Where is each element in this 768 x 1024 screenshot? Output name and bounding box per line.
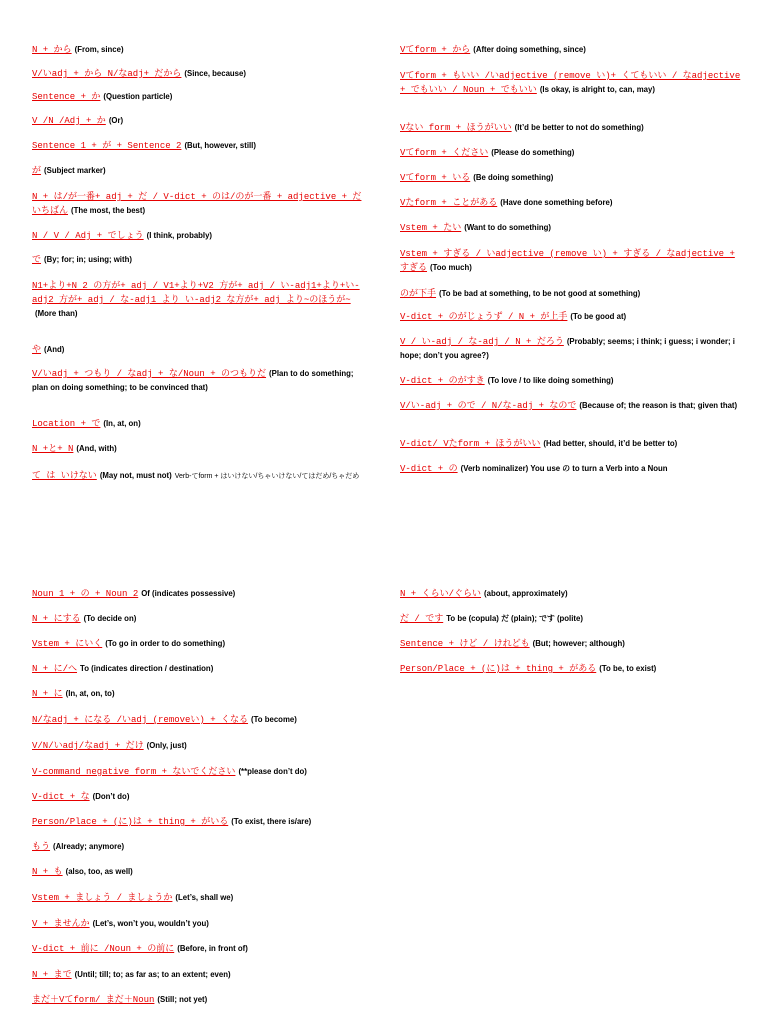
grammar-entry [32,865,370,879]
grammar-entry [32,164,370,178]
grammar-entry [32,942,370,956]
grammar-pattern: Sentence + か [32,92,101,102]
grammar-meaning: (Want to do something) [464,223,551,232]
grammar-pattern: V-dict/ Vたform + ほうがいい [400,439,541,449]
grammar-meaning: Of (indicates possessive) [141,589,236,598]
grammar-entry [400,374,746,388]
grammar-entry [32,114,370,128]
grammar-meaning: To be (copula) だ (plain); です (polite) [446,614,583,623]
grammar-pattern: V-dict + 前に /Noun + の前に [32,944,175,954]
grammar-meaning: (In, at, on, to) [65,689,115,698]
grammar-meaning: (To become) [251,715,297,724]
grammar-meaning: (More than) [35,309,78,318]
grammar-pattern: Vstem + すぎる / いadjective (remove い) + すぎる / なadjective + すぎる [400,249,735,273]
grammar-meaning: (Don’t do) [92,792,130,801]
grammar-pattern: Location + で [32,419,101,429]
grammar-pattern: Vてform + ください [400,148,489,158]
grammar-pattern: Vてform + いる [400,173,471,183]
grammar-entry [32,90,370,104]
grammar-meaning: (Since, because) [184,69,246,78]
grammar-pattern: N/なadj + になる /いadj (removeい) + くなる [32,715,249,725]
grammar-pattern: N + まで [32,970,72,980]
grammar-meaning: (May not, must not) [99,471,172,480]
grammar-entry [32,67,370,81]
grammar-meaning: (I think, probably) [146,231,213,240]
grammar-entry [400,247,746,275]
grammar-entry [400,69,746,97]
grammar-pattern: まだ＋Vてform/ まだ＋Noun [32,995,155,1005]
grammar-pattern: Sentence 1 + が + Sentence 2 [32,141,182,151]
grammar-pattern: で [32,255,42,265]
grammar-entry [32,840,370,854]
grammar-meaning: (After doing something, since) [473,45,586,54]
grammar-meaning: (Until; till; to; as far as; to an extent; even) [74,970,231,979]
grammar-entry [32,587,370,601]
grammar-meaning: (Question particle) [103,92,173,101]
grammar-entry [32,891,370,905]
grammar-meaning: (Because of; the reason is that; given that) [579,401,738,410]
grammar-meaning: (Plan to do something; plan on doing something; to be convinced that) [32,369,354,392]
grammar-pattern: Vてform + から [400,45,471,55]
grammar-meaning: (To exist, there is/are) [231,817,312,826]
grammar-meaning: (**please don’t do) [238,767,307,776]
grammar-pattern: N + は/が一番+ adj + だ / V-dict + のは/のが一番 + adjective + だいちばん [32,192,362,216]
grammar-meaning: (To go in order to do something) [105,639,226,648]
grammar-entry [32,790,370,804]
grammar-entry [32,343,370,357]
grammar-pattern: のが下手 [400,289,437,299]
grammar-entry [400,121,746,135]
grammar-pattern: Vない form + ほうがいい [400,123,512,133]
grammar-meaning: (Had better, should, it’d be better to) [543,439,678,448]
grammar-pattern: Vてform + もいい /いadjective (remove い)+ くてもいい / なadjective + でもいい / Noun + でもいい [400,71,741,95]
grammar-meaning: (also, too, as well) [65,867,133,876]
grammar-entry [32,968,370,982]
grammar-meaning: (Have done something before) [500,198,613,207]
grammar-meaning: (To be, to exist) [599,664,657,673]
grammar-pattern: V /N /Adj + か [32,116,106,126]
grammar-pattern: V-dict + のがじょうず / N + が上手 [400,312,568,322]
grammar-pattern: V / い-adj / な-adj / N + だろう [400,337,564,347]
grammar-entry [32,765,370,779]
grammar-entry [32,815,370,829]
grammar-pattern: V-dict + の [400,464,458,474]
grammar-entry [32,713,370,727]
grammar-note: Verb-てform + はいけない/ちゃいけない/てはだめ/ちゃだめ [174,473,360,480]
grammar-entry [32,917,370,931]
grammar-entry [400,221,746,235]
grammar-entry [400,335,746,362]
grammar-pattern: V-command negative form + ないでください [32,767,236,777]
grammar-meaning: (Subject marker) [44,166,106,175]
grammar-meaning: (Too much) [430,263,472,272]
grammar-meaning: (To be good at) [570,312,627,321]
grammar-meaning: (And, with) [76,444,117,453]
grammar-pattern: V-dict + な [32,792,90,802]
grammar-pattern: だ / です [400,614,444,624]
grammar-entry [32,279,370,320]
grammar-entry [32,190,370,218]
grammar-entry [400,146,746,160]
grammar-entry [32,417,370,431]
grammar-entry [400,462,746,476]
grammar-pattern: Vstem + たい [400,223,462,233]
grammar-entry [32,367,370,394]
grammar-meaning: (By; for; in; using; with) [44,255,132,264]
grammar-entry [400,612,746,626]
grammar-pattern: N / V / Adj + でしょう [32,231,144,241]
grammar-meaning: (Please do something) [491,148,575,157]
grammar-meaning: (Let’s, won’t you, wouldn’t you) [92,919,209,928]
grammar-pattern: N + から [32,45,72,55]
grammar-pattern: Sentence + けど / けれども [400,639,530,649]
grammar-meaning: (The most, the best) [71,206,146,215]
grammar-entry [32,687,370,701]
grammar-meaning: (From, since) [74,45,124,54]
grammar-pattern: N + にする [32,614,81,624]
grammar-entry [400,196,746,210]
grammar-pattern: V-dict + のがすき [400,376,485,386]
grammar-pattern: Vたform + ことがある [400,198,498,208]
grammar-pattern: N + に/へ [32,664,78,674]
grammar-entry [32,139,370,153]
grammar-entry [32,993,370,1007]
grammar-meaning: (Is okay, is alright to, can, may) [539,85,655,94]
grammar-meaning: (about, approximately) [484,589,568,598]
grammar-pattern: Person/Place + (に)は + thing + がある [400,664,597,674]
grammar-meaning: (To be bad at something, to be not good at something) [439,289,641,298]
grammar-pattern: て は いけない [32,471,97,481]
grammar-pattern: V/いadj + つもり / なadj + な/Noun + のつもりだ [32,369,267,379]
grammar-meaning: (Verb nominalizer) You use の to turn a Verb into a Noun [460,464,668,473]
grammar-pattern: N +と+ N [32,444,74,454]
grammar-entry [32,253,370,267]
grammar-entry [32,637,370,651]
grammar-entry [32,612,370,626]
grammar-entry [400,437,746,451]
grammar-entry [32,229,370,243]
grammar-meaning: (To decide on) [83,614,137,623]
grammar-entry [400,637,746,651]
grammar-entry [400,399,746,413]
grammar-pattern: もう [32,842,51,852]
grammar-pattern: Vstem + ましょう / ましょうか [32,893,173,903]
grammar-pattern: V/いadj + から N/なadj+ だから [32,69,182,79]
grammar-meaning: (Already; anymore) [53,842,125,851]
grammar-meaning: (It’d be better to not do something) [514,123,644,132]
grammar-pattern: V/N/いadj/なadj + だけ [32,741,144,751]
grammar-entry [400,587,746,601]
grammar-pattern: N + も [32,867,63,877]
grammar-pattern: Vstem + にいく [32,639,103,649]
grammar-pattern: N1+より+N 2 の方が+ adj / V1+より+V2 方が+ adj / い-adj1+より+い-adj2 方が+ adj / な-adj1 より い-adj2 な方が+ adj より~のほうが~ [32,281,360,305]
grammar-meaning: (Still; not yet) [157,995,208,1004]
grammar-meaning: (Be doing something) [473,173,554,182]
grammar-entry [32,469,370,483]
grammar-meaning: (And) [44,345,65,354]
grammar-meaning: (Before, in front of) [177,944,248,953]
grammar-pattern: や [32,345,42,355]
grammar-entry [32,43,370,57]
grammar-entry [400,662,746,676]
grammar-entry [32,662,370,676]
grammar-entry [400,310,746,324]
grammar-meaning: (Only, just) [146,741,187,750]
grammar-meaning: (Probably; seems; i think; i guess; i wonder; i hope; don’t you agree?) [400,337,735,360]
grammar-entry [32,442,370,456]
grammar-entry [400,287,746,301]
grammar-pattern: Noun 1 + の + Noun 2 [32,589,139,599]
grammar-meaning: (But; however; although) [532,639,625,648]
grammar-meaning: (In, at, on) [103,419,141,428]
grammar-meaning: To (indicates direction / destination) [80,664,214,673]
grammar-pattern: V/い-adj + ので / N/な-adj + なので [400,401,577,411]
grammar-pattern: N + に [32,689,63,699]
grammar-entry [400,171,746,185]
grammar-pattern: Person/Place + (に)は + thing + がいる [32,817,229,827]
grammar-pattern: が [32,166,42,176]
grammar-meaning: (Or) [108,116,124,125]
grammar-meaning: (To love / to like doing something) [487,376,614,385]
grammar-pattern: N + くらい/ぐらい [400,589,482,599]
grammar-meaning: (Let’s, shall we) [175,893,234,902]
grammar-entry [32,739,370,753]
grammar-pattern: V + ませんか [32,919,90,929]
grammar-meaning: (But, however, still) [184,141,256,150]
grammar-entry [400,43,746,57]
